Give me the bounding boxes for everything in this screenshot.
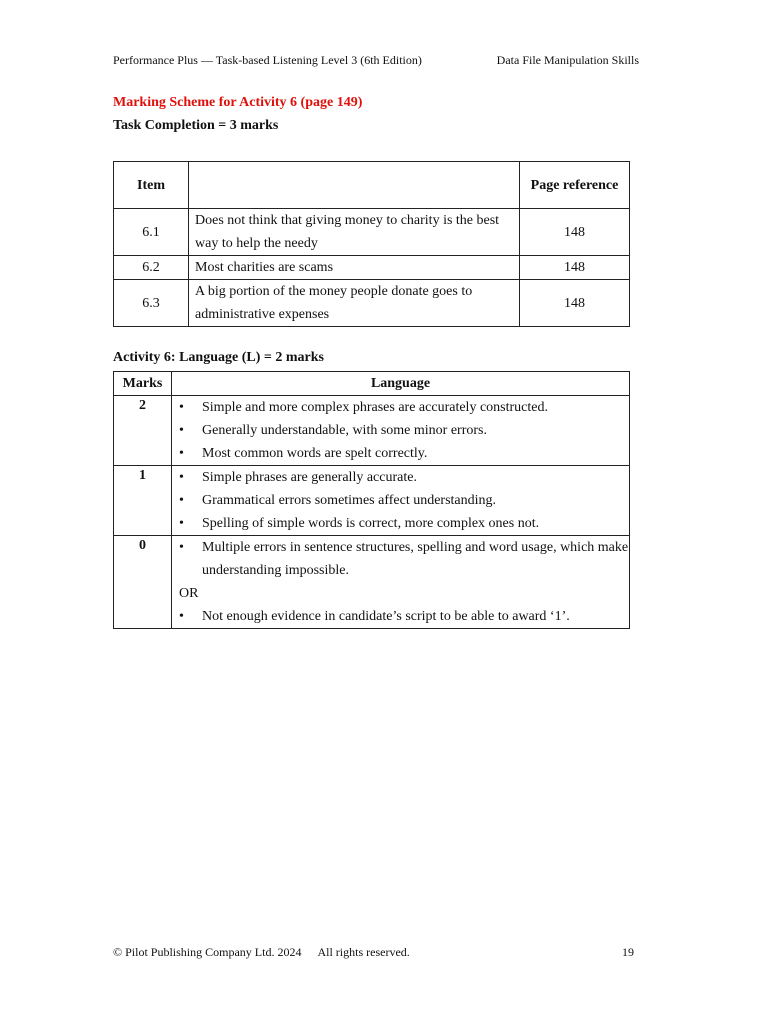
- item-number: 6.3: [114, 280, 189, 327]
- language-criteria: [172, 466, 630, 536]
- bullet-icon: •: [179, 470, 184, 485]
- or-separator: OR: [179, 586, 199, 601]
- language-table-header-row: [114, 372, 630, 396]
- list-item: [172, 489, 629, 512]
- list-item: [172, 605, 629, 628]
- table-row: [114, 209, 630, 256]
- marking-scheme-title: Marking Scheme for Activity 6 (page 149): [113, 95, 363, 110]
- table-row: [114, 536, 630, 629]
- page-reference-header: Page reference: [520, 162, 630, 209]
- item-header: Item: [114, 162, 189, 209]
- bullet-icon: •: [179, 446, 184, 461]
- list-item: [172, 466, 629, 489]
- table-row: [114, 466, 630, 536]
- marks-header: Marks: [114, 372, 172, 396]
- list-item: [172, 419, 629, 442]
- page-footer: [113, 945, 634, 960]
- header-book-title: Performance Plus — Task-based Listening Level 3 (6th Edition): [113, 53, 422, 67]
- page-reference: 148: [520, 256, 630, 280]
- bullet-icon: •: [179, 400, 184, 415]
- criterion-text: Simple phrases are generally accurate.: [202, 470, 417, 485]
- list-item: [172, 396, 629, 419]
- item-number: 6.2: [114, 256, 189, 280]
- page-reference: 148: [520, 280, 630, 327]
- language-header: Language: [172, 372, 630, 396]
- bullet-icon: •: [179, 423, 184, 438]
- criterion-text: Grammatical errors sometimes affect understanding.: [202, 493, 497, 508]
- task-completion-table: [113, 161, 630, 327]
- page-header: [113, 53, 639, 68]
- criterion-text: Most common words are spelt correctly.: [202, 446, 428, 461]
- criterion-text: Generally understandable, with some minor errors.: [202, 423, 487, 438]
- task-completion-subtitle: Task Completion = 3 marks: [113, 118, 279, 133]
- criterion-text: Spelling of simple words is correct, more complex ones not.: [202, 516, 540, 531]
- item-description: Most charities are scams: [189, 256, 520, 280]
- bullet-icon: •: [179, 609, 184, 624]
- page-reference: 148: [520, 209, 630, 256]
- description-header: [189, 162, 520, 209]
- mark-value: 2: [114, 396, 172, 466]
- table-row: [114, 256, 630, 280]
- item-description: Does not think that giving money to charity is the best way to help the needy: [189, 209, 520, 256]
- copyright-text: © Pilot Publishing Company Ltd. 2024: [113, 945, 302, 959]
- item-number: 6.1: [114, 209, 189, 256]
- language-criteria: [172, 396, 630, 466]
- language-section-title: Activity 6: Language (L) = 2 marks: [113, 350, 324, 365]
- language-criteria: [172, 536, 630, 629]
- header-section-title: Data File Manipulation Skills: [496, 53, 639, 67]
- page-number: 19: [622, 945, 634, 959]
- criterion-text: Not enough evidence in candidate’s script to be able to award ‘1’.: [202, 609, 570, 624]
- criterion-text: Simple and more complex phrases are accurately constructed.: [202, 400, 548, 415]
- bullet-icon: •: [179, 493, 184, 508]
- rights-text: All rights reserved.: [317, 945, 410, 959]
- mark-value: 0: [114, 536, 172, 629]
- mark-value: 1: [114, 466, 172, 536]
- list-item: [172, 512, 629, 535]
- footer-left: [113, 945, 410, 960]
- bullet-icon: •: [179, 540, 184, 555]
- table-row: [114, 280, 630, 327]
- language-marking-table: [113, 371, 630, 629]
- list-item: [172, 442, 629, 465]
- table-row: [114, 396, 630, 466]
- criterion-text: Multiple errors in sentence structures, spelling and word usage, which make understanding impossible.: [202, 540, 629, 578]
- item-description: A big portion of the money people donate goes to administrative expenses: [189, 280, 520, 327]
- list-item: [172, 536, 629, 582]
- task-table-header-row: [114, 162, 630, 209]
- bullet-icon: •: [179, 516, 184, 531]
